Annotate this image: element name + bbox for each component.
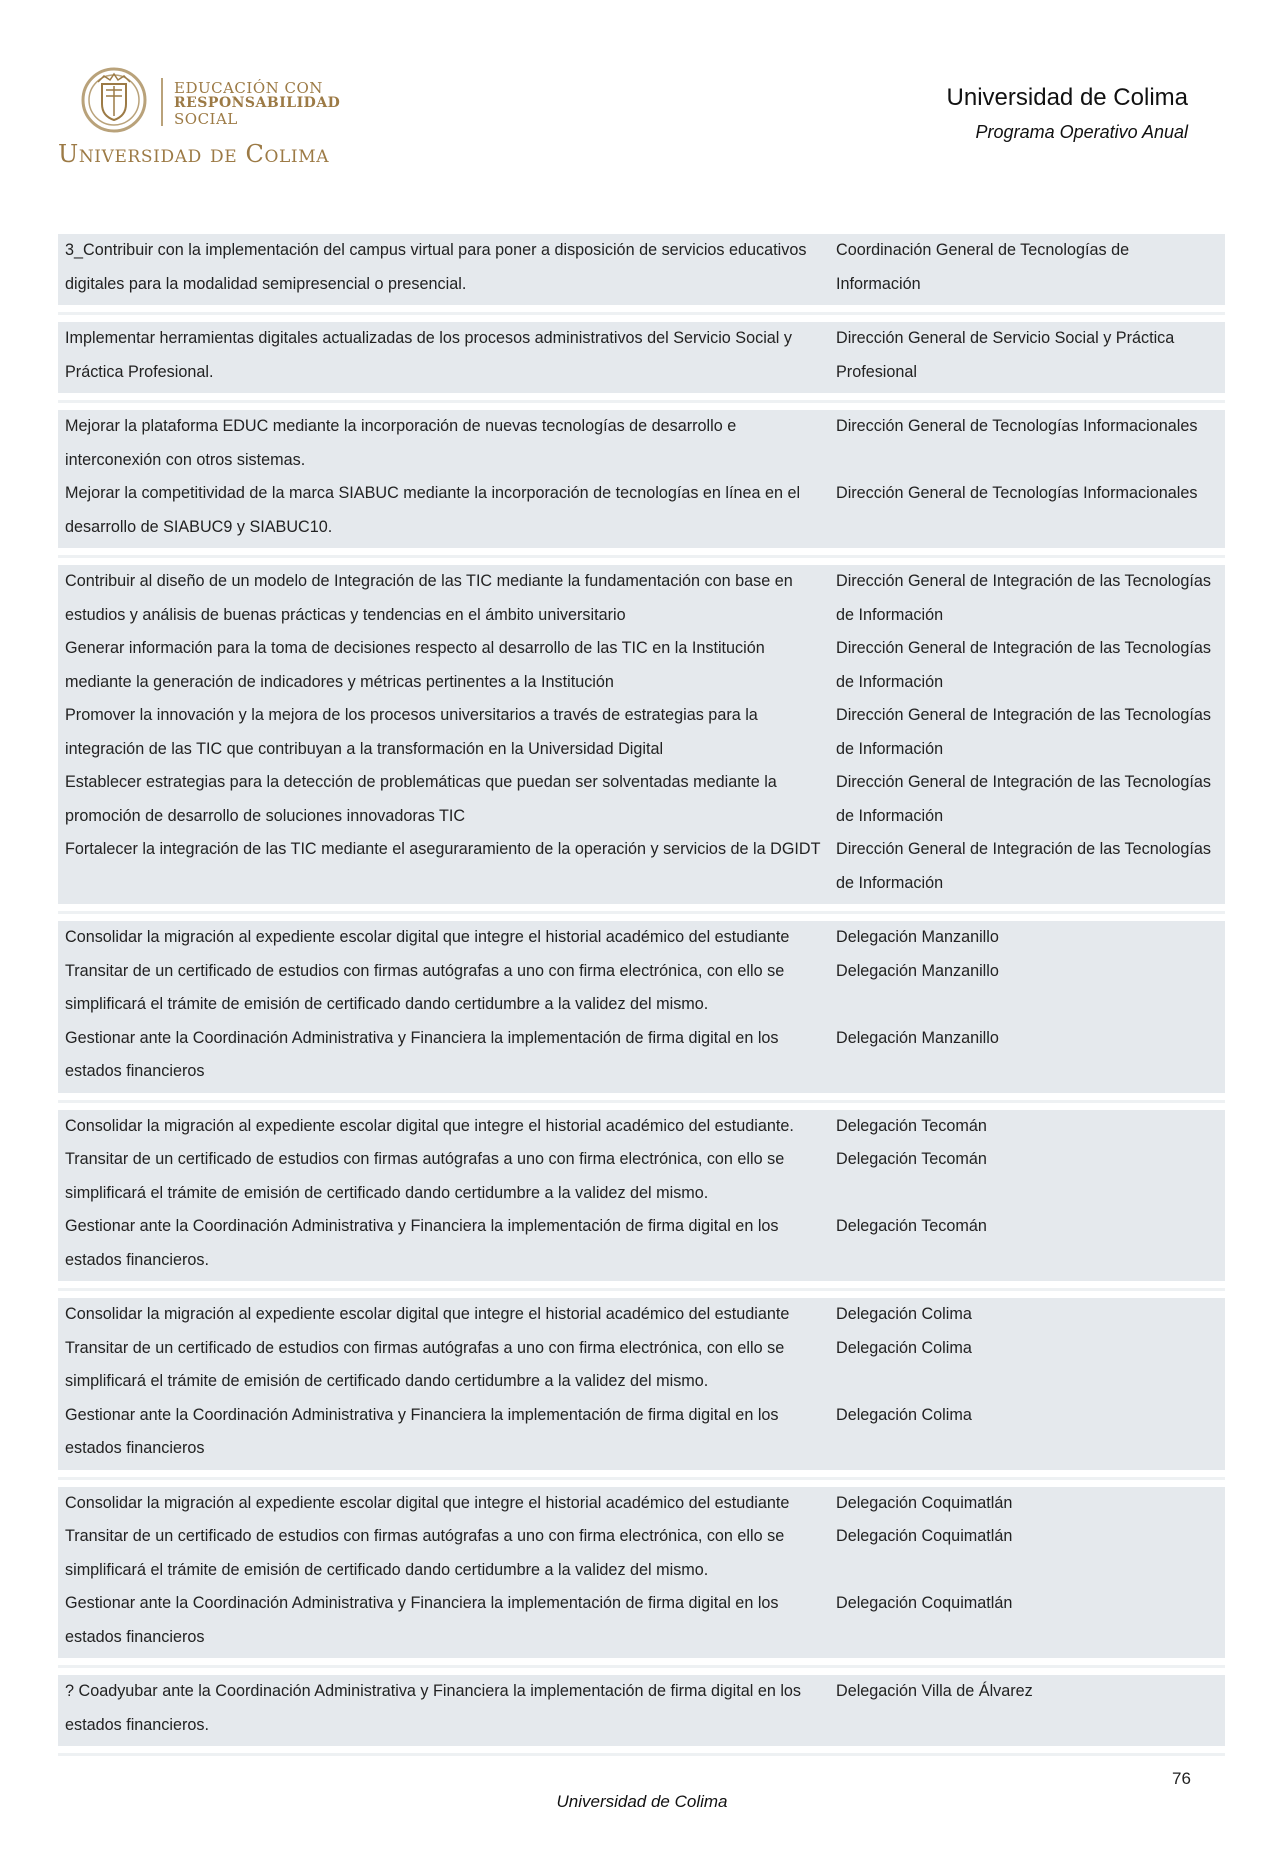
responsible-unit: Dirección General de Integración de las Tecnologías de Información bbox=[836, 840, 1211, 892]
responsible-unit: Dirección General de Integración de las Tecnologías de Información bbox=[836, 773, 1211, 825]
table-row bbox=[58, 1399, 1225, 1466]
table-row bbox=[58, 1022, 1225, 1089]
table-row bbox=[58, 565, 1225, 632]
objective-text: 3_Contribuir con la implementación del campus virtual para poner a disposición de servicios educativos digitales para la modalidad semipresencial o presencial. bbox=[65, 241, 807, 293]
table-row bbox=[58, 410, 1225, 477]
table-row bbox=[58, 766, 1225, 833]
responsible-unit: Delegación Villa de Álvarez bbox=[836, 1682, 1033, 1700]
table-row bbox=[58, 1587, 1225, 1654]
responsible-unit: Delegación Manzanillo bbox=[836, 961, 999, 980]
objective-text: Contribuir al diseño de un modelo de Integración de las TIC mediante la fundamentación con base en estudios y análisis de buenas prácticas y tendencias en el ámbito universitario bbox=[65, 572, 793, 624]
page-footer: Universidad de Colima bbox=[556, 1792, 728, 1811]
table-row bbox=[58, 1675, 1225, 1742]
objective-text: Transitar de un certificado de estudios con firmas autógrafas a uno con firma electrónica, con ello se simplificará el trámite de emisión de certificado dando certidumbre a la validez del mismo. bbox=[65, 961, 785, 1013]
objective-text: Consolidar la migración al expediente escolar digital que integre el historial académico del estudiante bbox=[65, 928, 790, 946]
university-seal-icon bbox=[80, 66, 148, 134]
responsible-unit: Delegación Manzanillo bbox=[836, 928, 999, 946]
responsible-unit: Delegación Colima bbox=[836, 1338, 972, 1357]
table-group bbox=[58, 1487, 1225, 1659]
table-group bbox=[58, 1675, 1225, 1746]
objective-text: Gestionar ante la Coordinación Administrativa y Financiera la implementación de firma digital en los estados financieros bbox=[65, 1028, 779, 1080]
responsible-unit: Dirección General de Integración de las Tecnologías de Información bbox=[836, 706, 1211, 758]
page-header bbox=[0, 0, 1284, 180]
responsible-unit: Delegación Colima bbox=[836, 1305, 972, 1323]
table-row bbox=[58, 322, 1225, 389]
responsible-unit: Dirección General de Servicio Social y Práctica Profesional bbox=[836, 329, 1175, 381]
table-row bbox=[58, 699, 1225, 766]
page-number: 76 bbox=[1172, 1769, 1191, 1788]
responsible-unit: Dirección General de Tecnologías Informacionales bbox=[836, 484, 1198, 502]
responsible-unit: Delegación Tecomán bbox=[836, 1217, 987, 1235]
objective-text: Gestionar ante la Coordinación Administrativa y Financiera la implementación de firma digital en los estados financieros bbox=[65, 1405, 779, 1457]
table-row bbox=[58, 1110, 1225, 1144]
responsible-unit: Delegación Tecomán bbox=[836, 1150, 987, 1168]
logo-divider bbox=[161, 78, 163, 126]
objective-text: Transitar de un certificado de estudios con firmas autógrafas a uno con firma electrónica, con ello se simplificará el trámite de emisión de certificado dando certidumbre a la validez del mismo. bbox=[65, 1338, 785, 1390]
document-subtitle: Programa Operativo Anual bbox=[975, 122, 1188, 142]
responsible-unit: Delegación Coquimatlán bbox=[836, 1493, 1013, 1512]
table-group bbox=[58, 322, 1225, 393]
responsible-unit: Dirección General de Integración de las Tecnologías de Información bbox=[836, 639, 1211, 691]
table-group bbox=[58, 410, 1225, 548]
objectives-table bbox=[58, 234, 1225, 1763]
objective-text: Promover la innovación y la mejora de los procesos universitarios a través de estrategias para la integración de las TIC que contribuyan a la transformación en la Universidad Digital bbox=[65, 706, 758, 758]
responsible-unit: Delegación Coquimatlán bbox=[836, 1594, 1013, 1612]
objective-text: Consolidar la migración al expediente escolar digital que integre el historial académico del estudiante bbox=[65, 1305, 790, 1323]
objective-text: Gestionar ante la Coordinación Administrativa y Financiera la implementación de firma digital en los estados financieros bbox=[65, 1594, 779, 1646]
table-row bbox=[58, 1520, 1225, 1587]
document-title: Universidad de Colima bbox=[946, 84, 1188, 111]
table-row bbox=[58, 477, 1225, 544]
objective-text: Gestionar ante la Coordinación Administrativa y Financiera la implementación de firma digital en los estados financieros. bbox=[65, 1217, 779, 1269]
objective-text: Generar información para la toma de decisiones respecto al desarrollo de las TIC en la Institución mediante la generación de indicadores y métricas pertinentes a la Institución bbox=[65, 639, 765, 691]
objective-text: Transitar de un certificado de estudios con firmas autógrafas a uno con firma electrónica, con ello se simplificará el trámite de emisión de certificado dando certidumbre a la validez del mismo. bbox=[65, 1527, 785, 1579]
objective-text: ? Coadyubar ante la Coordinación Administrativa y Financiera la implementación de firma digital en los estados financieros. bbox=[65, 1682, 802, 1734]
table-row bbox=[58, 833, 1225, 900]
responsible-unit: Delegación Colima bbox=[836, 1405, 972, 1424]
table-row bbox=[58, 632, 1225, 699]
objective-text: Consolidar la migración al expediente escolar digital que integre el historial académico del estudiante bbox=[65, 1493, 790, 1512]
table-group bbox=[58, 234, 1225, 305]
table-row bbox=[58, 1143, 1225, 1210]
responsible-unit: Delegación Tecomán bbox=[836, 1116, 987, 1135]
logo-text-line1: EDUCACIÓN CON bbox=[174, 79, 323, 97]
responsible-unit: Coordinación General de Tecnologías de Información bbox=[836, 241, 1130, 293]
objective-text: Mejorar la plataforma EDUC mediante la incorporación de nuevas tecnologías de desarrollo e interconexión con otros sistemas. bbox=[65, 417, 737, 469]
objective-text: Mejorar la competitividad de la marca SIABUC mediante la incorporación de tecnologías en línea en el desarrollo de SIABUC9 y SIABUC10. bbox=[65, 484, 801, 536]
table-row bbox=[58, 921, 1225, 955]
responsible-unit: Delegación Manzanillo bbox=[836, 1028, 999, 1047]
responsible-unit: Delegación Coquimatlán bbox=[836, 1527, 1013, 1545]
objective-text: Fortalecer la integración de las TIC mediante el aseguraramiento de la operación y servicios de la DGIDT bbox=[65, 840, 821, 858]
table-group bbox=[58, 1110, 1225, 1282]
table-group bbox=[58, 921, 1225, 1093]
table-group bbox=[58, 1298, 1225, 1470]
objective-text: Consolidar la migración al expediente escolar digital que integre el historial académico del estudiante. bbox=[65, 1116, 794, 1135]
logo-university-name: Universidad de Colima bbox=[58, 140, 330, 168]
objective-text: Transitar de un certificado de estudios con firmas autógrafas a uno con firma electrónica, con ello se simplificará el trámite de emisión de certificado dando certidumbre a la validez del mismo. bbox=[65, 1150, 785, 1202]
table-row bbox=[58, 234, 1225, 301]
table-row bbox=[58, 1210, 1225, 1277]
table-row bbox=[58, 1298, 1225, 1332]
objective-text: Establecer estrategias para la detección de problemáticas que puedan ser solventadas mediante la promoción de desarrollo de soluciones innovadoras TIC bbox=[65, 773, 777, 825]
table-group bbox=[58, 565, 1225, 904]
responsible-unit: Dirección General de Integración de las Tecnologías de Información bbox=[836, 572, 1211, 624]
responsible-unit: Dirección General de Tecnologías Informacionales bbox=[836, 417, 1198, 435]
university-logo bbox=[58, 66, 358, 170]
table-row bbox=[58, 1487, 1225, 1521]
table-row bbox=[58, 955, 1225, 1022]
objective-text: Implementar herramientas digitales actualizadas de los procesos administrativos del Servicio Social y Práctica Profesional. bbox=[65, 329, 792, 381]
logo-text-line3: SOCIAL bbox=[174, 110, 238, 128]
table-row bbox=[58, 1332, 1225, 1399]
logo-text-line2: RESPONSABILIDAD bbox=[174, 95, 341, 111]
